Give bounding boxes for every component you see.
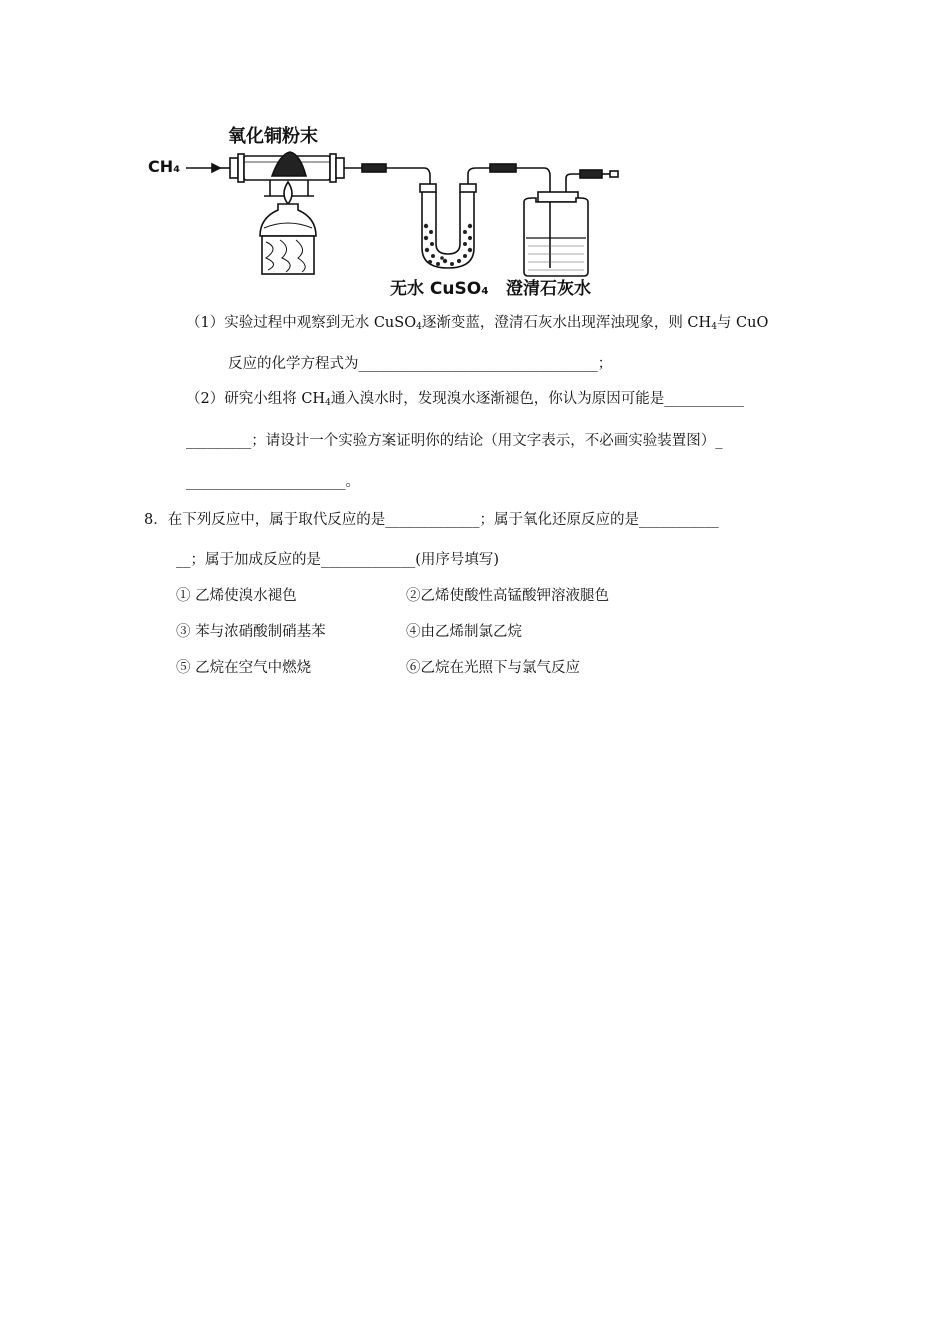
rubber-connector-1 (362, 164, 386, 172)
rubber-connector-2 (490, 164, 516, 172)
u-tube-left-stopper (420, 184, 436, 192)
cuo-powder-label: 氧化铜粉末 (228, 126, 318, 147)
q7-part2-subscript: 4 (325, 398, 331, 408)
q8-option-6: ⑥乙烷在光照下与氯气反应 (406, 660, 580, 676)
q7-part1-line2: 反应的化学方程式为_________________________________； (228, 356, 613, 372)
q8-option-2: ②乙烯使酸性高锰酸钾溶液腿色 (406, 588, 609, 604)
q8-option-1: ① 乙烯使溴水褪色 (176, 588, 297, 604)
q7-part1-text-c: 与 CuO (716, 315, 769, 331)
q8-option-4: ④由乙烯制氯乙烷 (406, 624, 522, 640)
q7-part1-subscript-1: 4 (416, 322, 422, 332)
q7-part2-line3: ______________________。 (186, 474, 360, 490)
q8-line1: 8．在下列反应中，属于取代反应的是_____________；属于氧化还原反应的是___________ (144, 512, 719, 528)
right-stopper (336, 158, 344, 178)
q7-part2-text-a: （2）研究小组将 CH (186, 391, 326, 407)
q8-option-5: ⑤ 乙烷在空气中燃烧 (176, 660, 312, 676)
q7-part1-subscript-2: 4 (711, 322, 717, 332)
left-stopper (230, 158, 238, 178)
limewater-label: 澄清石灰水 (506, 279, 591, 299)
rubber-connector-3 (580, 170, 602, 178)
q7-part2-line2: _________；请设计一个实验方案证明你的结论（用文字表示，不必画实验装置图）_ (186, 433, 723, 449)
bottle-stopper (538, 192, 578, 202)
q7-part1-text-b: 逐渐变蓝，澄清石灰水出现浑浊现象，则 CH (421, 315, 712, 331)
q7-part1-text-a: （1）实验过程中观察到无水 CuSO (186, 315, 417, 331)
q7-part2-text-b: 通入溴水时，发现溴水逐渐褪色，你认为原因可能是___________ (330, 391, 745, 407)
inlet-arrow-head (212, 164, 220, 172)
u-tube-inner (436, 192, 460, 254)
q8-line2: __；属于加成反应的是_____________(用序号填写) (176, 552, 500, 568)
q7-part1-line1 (186, 313, 768, 337)
anhydrous-cuso4-label: 无水 CuSO₄ (390, 279, 489, 299)
flame (284, 182, 292, 204)
limewater-bottle (524, 198, 588, 276)
cuso4-granules (424, 224, 472, 266)
ch4-inlet-label: CH₄ (148, 157, 181, 176)
alcohol-lamp (260, 204, 316, 236)
experiment-apparatus-diagram (140, 118, 620, 304)
q7-part2-line1 (186, 389, 744, 413)
u-tube-right-stopper (460, 184, 476, 192)
q8-option-3: ③ 苯与浓硝酸制硝基苯 (176, 624, 326, 640)
